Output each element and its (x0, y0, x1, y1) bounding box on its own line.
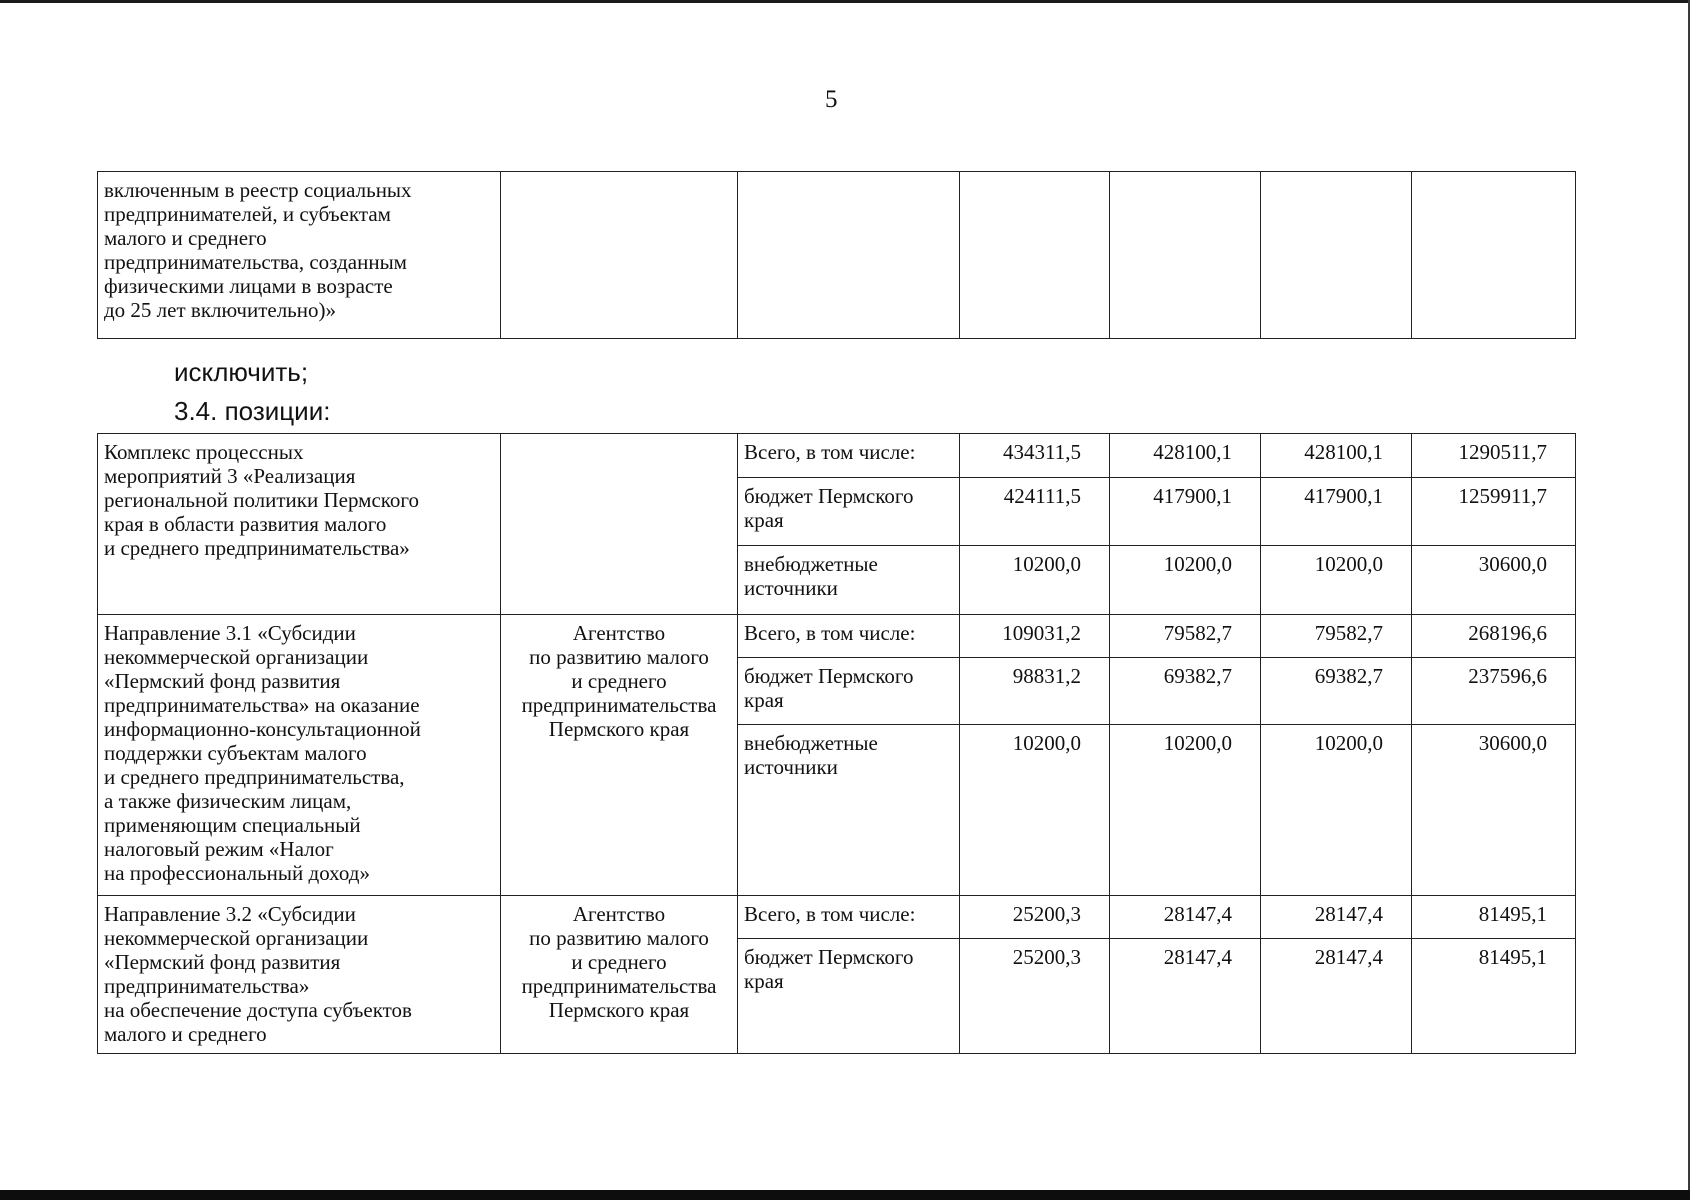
value-cell: 28147,4 (1110, 896, 1261, 939)
value-cell: 428100,1 (1110, 434, 1261, 478)
funding-source-cell: Всего, в том числе: (738, 615, 960, 658)
funding-source-cell: бюджет Пермского края (738, 658, 960, 725)
funding-source-cell: Всего, в том числе: (738, 434, 960, 478)
total-cell: 237596,6 (1412, 658, 1576, 725)
executor-cell (501, 434, 738, 615)
empty-cell (501, 172, 738, 339)
funding-source-cell: внебюджетные источники (738, 725, 960, 896)
value-cell: 25200,3 (960, 939, 1110, 1054)
value-cell: 79582,7 (1261, 615, 1412, 658)
empty-cell (1412, 172, 1576, 339)
value-cell: 10200,0 (1261, 725, 1412, 896)
paragraph-exclude: исключить; (174, 357, 309, 387)
value-cell: 79582,7 (1110, 615, 1261, 658)
total-cell: 30600,0 (1412, 546, 1576, 615)
page-number: 5 (825, 86, 838, 113)
total-cell: 81495,1 (1412, 939, 1576, 1054)
value-cell: 69382,7 (1261, 658, 1412, 725)
position-name-cell: Направление 3.1 «Субсидии некоммерческой организации «Пермский фонд развития предпринимательства» на оказание информационно-консультационной поддержки субъектам малого и среднего предпринимательства, а также физическим лицам, применяющим специальный налоговый режим «Налог на профессиональный доход» (98, 615, 501, 896)
value-cell: 434311,5 (960, 434, 1110, 478)
total-cell: 1259911,7 (1412, 477, 1576, 546)
funding-source-cell: бюджет Пермского края (738, 477, 960, 546)
value-cell: 428100,1 (1261, 434, 1412, 478)
value-cell: 109031,2 (960, 615, 1110, 658)
empty-cell (960, 172, 1110, 339)
value-cell: 417900,1 (1261, 477, 1412, 546)
total-cell: 1290511,7 (1412, 434, 1576, 478)
value-cell: 28147,4 (1261, 896, 1412, 939)
position-name-cell: Комплекс процессных мероприятий 3 «Реализация региональной политики Пермского края в области развития малого и среднего предпринимательства» (98, 434, 501, 615)
continuation-table (97, 171, 1576, 339)
executor-cell: Агентство по развитию малого и среднего предпринимательства Пермского края (501, 896, 738, 1054)
value-cell: 10200,0 (960, 546, 1110, 615)
table-row (98, 896, 1576, 939)
paragraph-positions: 3.4. позиции: (174, 396, 331, 426)
position-name-cell: Направление 3.2 «Субсидии некоммерческой организации «Пермский фонд развития предпринимательства» на обеспечение доступа субъектов малого и среднего (98, 896, 501, 1054)
total-cell: 30600,0 (1412, 725, 1576, 896)
value-cell: 69382,7 (1110, 658, 1261, 725)
total-cell: 81495,1 (1412, 896, 1576, 939)
funding-source-cell: бюджет Пермского края (738, 939, 960, 1054)
scan-bottom-edge (0, 1190, 1690, 1200)
value-cell: 10200,0 (960, 725, 1110, 896)
empty-cell (1110, 172, 1261, 339)
empty-cell (738, 172, 960, 339)
funding-source-cell: внебюджетные источники (738, 546, 960, 615)
value-cell: 417900,1 (1110, 477, 1261, 546)
table-row (98, 172, 1576, 339)
table-row (98, 615, 1576, 658)
value-cell: 10200,0 (1261, 546, 1412, 615)
value-cell: 28147,4 (1261, 939, 1412, 1054)
executor-cell: Агентство по развитию малого и среднего предпринимательства Пермского края (501, 615, 738, 896)
empty-cell (1261, 172, 1412, 339)
total-cell: 268196,6 (1412, 615, 1576, 658)
value-cell: 424111,5 (960, 477, 1110, 546)
funding-source-cell: Всего, в том числе: (738, 896, 960, 939)
value-cell: 10200,0 (1110, 725, 1261, 896)
continuation-name-cell: включенным в реестр социальных предпринимателей, и субъектам малого и среднего предпринимательства, созданным физическими лицами в возрасте до 25 лет включительно)» (98, 172, 501, 339)
value-cell: 28147,4 (1110, 939, 1261, 1054)
positions-table (97, 433, 1576, 1054)
value-cell: 98831,2 (960, 658, 1110, 725)
value-cell: 25200,3 (960, 896, 1110, 939)
value-cell: 10200,0 (1110, 546, 1261, 615)
scan-top-edge (0, 0, 1690, 3)
table-row (98, 434, 1576, 478)
